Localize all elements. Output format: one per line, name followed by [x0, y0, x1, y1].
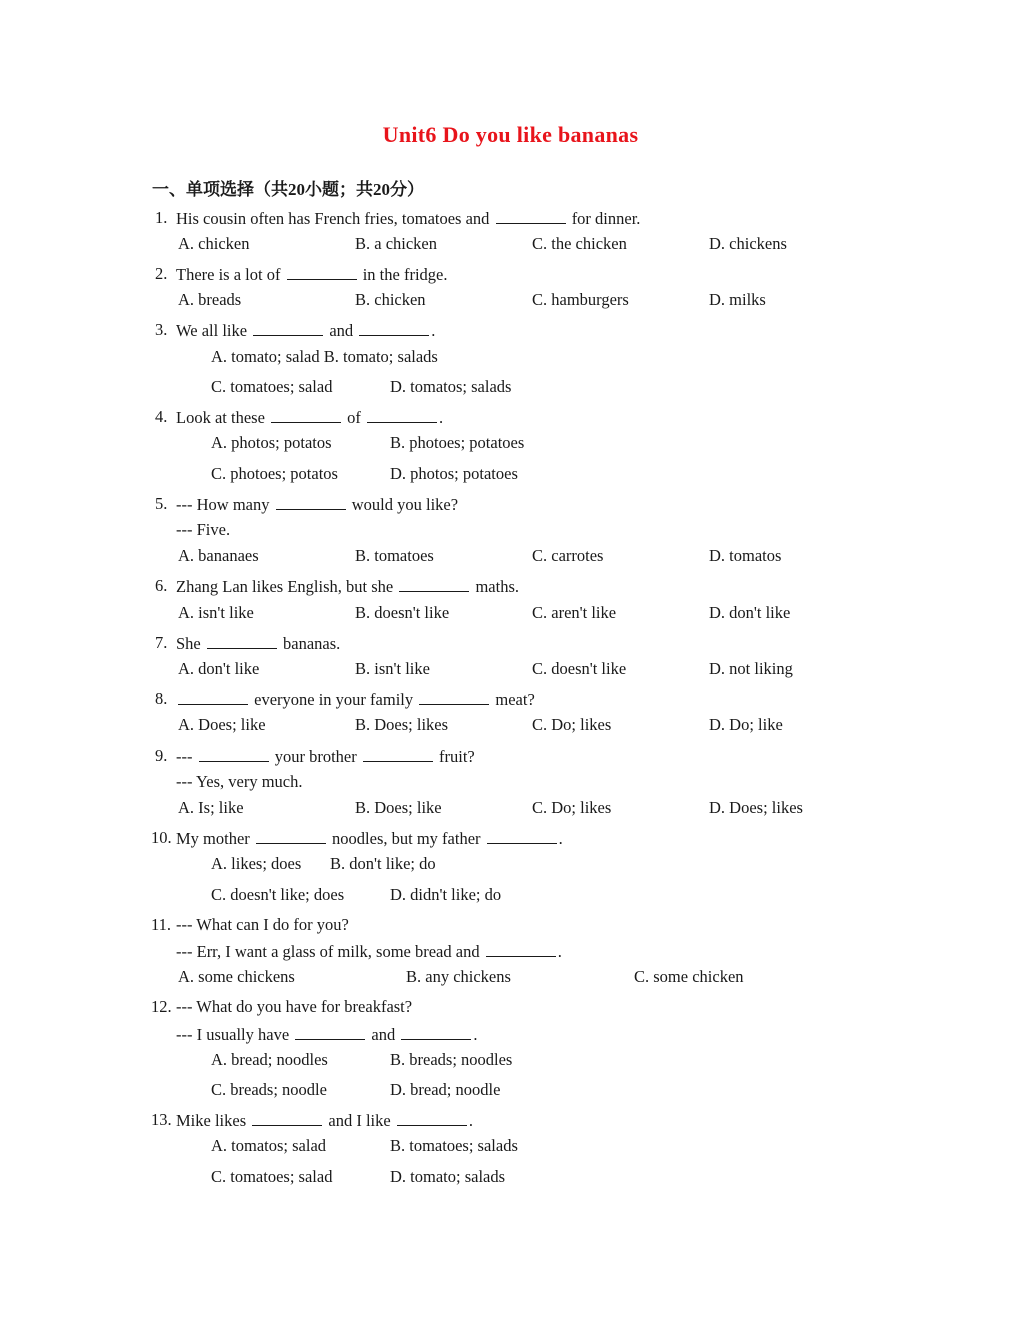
question-number: 2.: [155, 264, 168, 283]
answer-blank: [178, 688, 248, 705]
option-b: B. chicken: [355, 290, 426, 309]
option-c: C. the chicken: [532, 234, 627, 253]
option-b: B. tomatoes; salads: [390, 1136, 518, 1155]
option-a: A. chicken: [178, 234, 250, 253]
answer-blank: [419, 688, 489, 705]
option-d: D. bread; noodle: [390, 1080, 501, 1099]
answer-blank: [496, 207, 566, 224]
option-c: C. carrotes: [532, 546, 604, 565]
question-number: 9.: [155, 746, 168, 765]
option-a: A. Does; like: [178, 715, 266, 734]
option-d: D. tomato; salads: [390, 1167, 506, 1186]
question-number: 10.: [151, 828, 172, 847]
option-b: B. tomatoes: [355, 546, 434, 565]
question-reply: --- Five.: [176, 520, 231, 539]
option-d: D. Does; likes: [709, 798, 803, 817]
question-stem: His cousin often has French fries, tomatoes and for dinner.: [176, 209, 641, 228]
option-c: C. Do; likes: [532, 715, 612, 734]
question-stem: There is a lot of in the fridge.: [176, 265, 448, 284]
question-stem: --- What can I do for you?: [176, 915, 349, 934]
answer-blank: [199, 745, 269, 762]
answer-blank: [363, 745, 433, 762]
answer-blank: [401, 1023, 471, 1040]
answer-blank: [287, 263, 357, 280]
option-b: B. Does; like: [355, 798, 442, 817]
answer-blank: [359, 319, 429, 336]
question-stem: Look at these of .: [176, 408, 444, 427]
answer-blank: [397, 1109, 467, 1126]
question-stem: --- your brother fruit?: [176, 747, 475, 766]
option-c: C. doesn't like: [532, 659, 627, 678]
option-d: D. not liking: [709, 659, 793, 678]
answer-blank: [256, 827, 326, 844]
option-b: B. doesn't like: [355, 603, 450, 622]
question-number: 1.: [155, 208, 168, 227]
question-number: 11.: [151, 915, 172, 934]
question-stem: everyone in your family meat?: [176, 688, 535, 711]
page-title: Unit6 Do you like bananas: [382, 122, 639, 147]
option-d: D. didn't like; do: [390, 885, 502, 904]
option-c: C. doesn't like; does: [211, 885, 345, 904]
option-d: D. don't like: [709, 603, 791, 622]
question-stem: --- How many would you like?: [176, 495, 459, 514]
option-a: A. Is; like: [178, 798, 244, 817]
option-b: B. a chicken: [355, 234, 438, 253]
question-number: 5.: [155, 494, 168, 513]
answer-blank: [486, 940, 556, 957]
question-number: 4.: [155, 407, 168, 426]
option-c: C. some chicken: [634, 967, 744, 986]
option-b: B. any chickens: [406, 967, 511, 986]
answer-blank: [271, 406, 341, 423]
answer-blank: [276, 493, 346, 510]
option-c: C. tomatoes; salad: [211, 377, 333, 396]
option-c: C. photoes; potatos: [211, 464, 338, 483]
option-c: C. aren't like: [532, 603, 617, 622]
answer-blank: [399, 575, 469, 592]
option-c: C. Do; likes: [532, 798, 612, 817]
answer-blank: [253, 319, 323, 336]
question-stem: My mother noodles, but my father .: [176, 829, 563, 848]
option-b: B. Does; likes: [355, 715, 449, 734]
option-d: D. tomatos: [709, 546, 782, 565]
question-stem: She bananas.: [176, 634, 341, 653]
question-reply: --- Err, I want a glass of milk, some bread and .: [176, 942, 562, 961]
option-a: A. bananaes: [178, 546, 259, 565]
option-a-b: A. tomato; salad B. tomato; salads: [211, 347, 438, 366]
option-b: B. don't like; do: [330, 854, 436, 873]
answer-blank: [295, 1023, 365, 1040]
option-a: A. photos; potatos: [211, 433, 332, 452]
answer-blank: [252, 1109, 322, 1126]
option-d: D. photos; potatoes: [390, 464, 518, 483]
question-stem: We all like and .: [176, 321, 436, 340]
question-number: 12.: [151, 997, 172, 1016]
option-b: B. isn't like: [355, 659, 430, 678]
option-a: A. some chickens: [178, 967, 295, 986]
question-number: 6.: [155, 576, 168, 595]
question-number: 7.: [155, 633, 168, 652]
option-c: C. breads; noodle: [211, 1080, 327, 1099]
option-d: D. tomatos; salads: [390, 377, 512, 396]
option-a: A. tomatos; salad: [211, 1136, 327, 1155]
option-a: A. likes; does: [211, 854, 302, 873]
option-a: A. isn't like: [178, 603, 254, 622]
question-number: 8.: [155, 689, 168, 708]
answer-blank: [207, 632, 277, 649]
option-a: A. don't like: [178, 659, 260, 678]
question-number: 13.: [151, 1110, 172, 1129]
question-stem: --- What do you have for breakfast?: [176, 997, 413, 1016]
question-number: 3.: [155, 320, 168, 339]
option-a: A. breads: [178, 290, 242, 309]
option-b: B. photoes; potatoes: [390, 433, 525, 452]
option-d: D. chickens: [709, 234, 787, 253]
option-b: B. breads; noodles: [390, 1050, 513, 1069]
question-stem: Mike likes and I like .: [176, 1111, 473, 1130]
section-heading: 一、单项选择（共20小题；共20分）: [152, 180, 424, 199]
answer-blank: [487, 827, 557, 844]
option-c: C. tomatoes; salad: [211, 1167, 333, 1186]
option-d: D. Do; like: [709, 715, 783, 734]
option-a: A. bread; noodles: [211, 1050, 328, 1069]
option-d: D. milks: [709, 290, 766, 309]
answer-blank: [367, 406, 437, 423]
question-reply: --- Yes, very much.: [176, 772, 303, 791]
question-stem: Zhang Lan likes English, but she maths.: [176, 577, 520, 596]
option-c: C. hamburgers: [532, 290, 629, 309]
question-reply: --- I usually have and .: [176, 1025, 478, 1044]
